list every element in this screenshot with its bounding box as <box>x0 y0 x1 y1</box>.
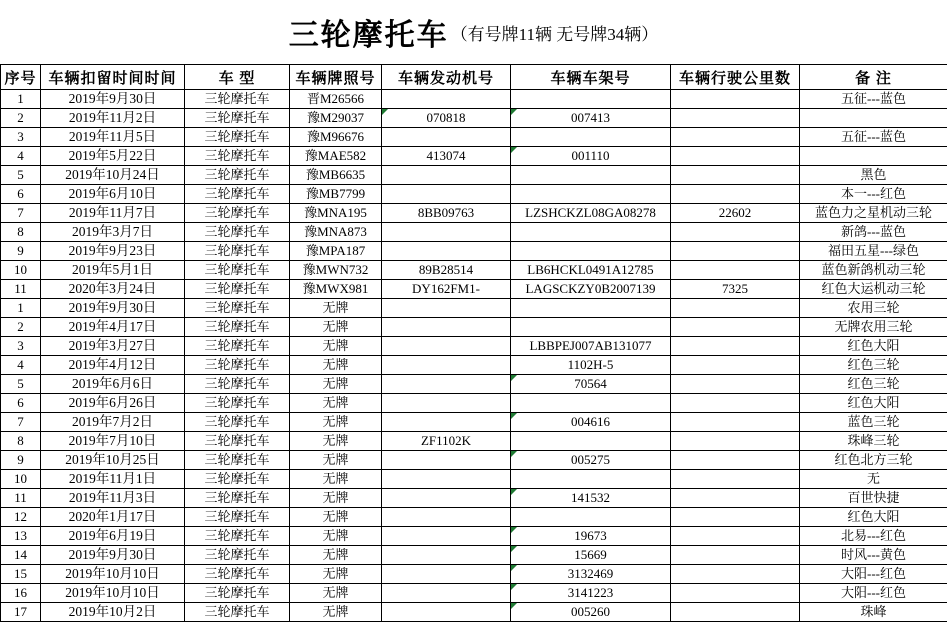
cell-vehicle-type: 三轮摩托车 <box>185 147 290 166</box>
cell-detain-date: 2019年7月10日 <box>41 432 185 451</box>
cell-mileage <box>671 470 800 489</box>
cell-detain-date: 2019年6月26日 <box>41 394 185 413</box>
cell-frame-number: 70564 <box>511 375 671 394</box>
number-stored-as-text-flag-icon <box>511 546 517 552</box>
cell-detain-date: 2019年5月1日 <box>41 261 185 280</box>
cell-vehicle-type: 三轮摩托车 <box>185 204 290 223</box>
number-stored-as-text-flag-icon <box>382 109 388 115</box>
cell-detain-date: 2019年11月3日 <box>41 489 185 508</box>
table-row <box>1 413 947 432</box>
cell-remark: 红色大阳 <box>800 337 947 356</box>
cell-frame-number <box>511 242 671 261</box>
cell-remark: 无牌农用三轮 <box>800 318 947 337</box>
table-row <box>1 489 947 508</box>
cell-engine-number: 8BB09763 <box>382 204 511 223</box>
cell-vehicle-type: 三轮摩托车 <box>185 337 290 356</box>
cell-engine-number <box>382 375 511 394</box>
cell-mileage <box>671 356 800 375</box>
cell-vehicle-type: 三轮摩托车 <box>185 394 290 413</box>
table-row <box>1 546 947 565</box>
cell-frame-number: 3132469 <box>511 565 671 584</box>
cell-frame-number: 004616 <box>511 413 671 432</box>
cell-vehicle-type: 三轮摩托车 <box>185 432 290 451</box>
cell-remark: 红色三轮 <box>800 375 947 394</box>
cell-detain-date: 2019年6月6日 <box>41 375 185 394</box>
table-row <box>1 375 947 394</box>
cell-engine-number: 413074 <box>382 147 511 166</box>
cell-plate-number: 无牌 <box>290 470 382 489</box>
cell-plate-number: 豫MWN732 <box>290 261 382 280</box>
cell-no: 3 <box>1 337 41 356</box>
cell-no: 5 <box>1 375 41 394</box>
cell-no: 7 <box>1 204 41 223</box>
cell-detain-date: 2019年7月2日 <box>41 413 185 432</box>
table-row <box>1 451 947 470</box>
cell-mileage <box>671 603 800 622</box>
cell-vehicle-type: 三轮摩托车 <box>185 546 290 565</box>
col-header-frame-number: 车辆车架号 <box>511 65 671 90</box>
number-stored-as-text-flag-icon <box>511 584 517 590</box>
table-row <box>1 185 947 204</box>
cell-frame-number <box>511 470 671 489</box>
table-row <box>1 527 947 546</box>
number-stored-as-text-flag-icon <box>511 375 517 381</box>
number-stored-as-text-flag-icon <box>511 451 517 457</box>
col-header-vehicle-type: 车 型 <box>185 65 290 90</box>
cell-frame-number <box>511 318 671 337</box>
cell-engine-number <box>382 223 511 242</box>
cell-detain-date: 2019年3月7日 <box>41 223 185 242</box>
col-header-remark: 备 注 <box>800 65 947 90</box>
cell-engine-number: 070818 <box>382 109 511 128</box>
table-row <box>1 204 947 223</box>
cell-no: 1 <box>1 299 41 318</box>
cell-vehicle-type: 三轮摩托车 <box>185 565 290 584</box>
cell-remark <box>800 109 947 128</box>
cell-engine-number: 89B28514 <box>382 261 511 280</box>
cell-vehicle-type: 三轮摩托车 <box>185 527 290 546</box>
cell-no: 11 <box>1 489 41 508</box>
cell-frame-number <box>511 185 671 204</box>
cell-plate-number: 无牌 <box>290 451 382 470</box>
cell-detain-date: 2019年4月12日 <box>41 356 185 375</box>
cell-plate-number: 豫M96676 <box>290 128 382 147</box>
cell-vehicle-type: 三轮摩托车 <box>185 489 290 508</box>
table-row <box>1 147 947 166</box>
cell-frame-number <box>511 223 671 242</box>
cell-mileage <box>671 527 800 546</box>
col-header-no: 序号 <box>1 65 41 90</box>
table-row <box>1 223 947 242</box>
cell-plate-number: 豫M29037 <box>290 109 382 128</box>
table-row <box>1 432 947 451</box>
cell-detain-date: 2019年11月7日 <box>41 204 185 223</box>
cell-plate-number: 无牌 <box>290 432 382 451</box>
cell-vehicle-type: 三轮摩托车 <box>185 508 290 527</box>
cell-plate-number: 豫MPA187 <box>290 242 382 261</box>
cell-no: 14 <box>1 546 41 565</box>
table-row <box>1 90 947 109</box>
cell-engine-number: ZF1102K <box>382 432 511 451</box>
cell-engine-number <box>382 128 511 147</box>
cell-vehicle-type: 三轮摩托车 <box>185 584 290 603</box>
cell-mileage <box>671 489 800 508</box>
cell-frame-number: 141532 <box>511 489 671 508</box>
cell-frame-number: 007413 <box>511 109 671 128</box>
cell-vehicle-type: 三轮摩托车 <box>185 318 290 337</box>
cell-frame-number: LBBPEJ007AB131077 <box>511 337 671 356</box>
cell-mileage: 7325 <box>671 280 800 299</box>
cell-engine-number: DY162FM1- <box>382 280 511 299</box>
cell-no: 8 <box>1 432 41 451</box>
number-stored-as-text-flag-icon <box>511 109 517 115</box>
cell-remark: 五征---蓝色 <box>800 90 947 109</box>
cell-engine-number <box>382 242 511 261</box>
cell-plate-number: 豫MNA195 <box>290 204 382 223</box>
cell-vehicle-type: 三轮摩托车 <box>185 299 290 318</box>
cell-no: 3 <box>1 128 41 147</box>
cell-plate-number: 无牌 <box>290 489 382 508</box>
cell-plate-number: 无牌 <box>290 413 382 432</box>
cell-engine-number <box>382 90 511 109</box>
cell-remark: 红色北方三轮 <box>800 451 947 470</box>
cell-no: 2 <box>1 318 41 337</box>
cell-frame-number <box>511 299 671 318</box>
cell-remark: 大阳---红色 <box>800 565 947 584</box>
cell-engine-number <box>382 166 511 185</box>
cell-engine-number <box>382 356 511 375</box>
cell-detain-date: 2019年6月19日 <box>41 527 185 546</box>
cell-no: 13 <box>1 527 41 546</box>
cell-plate-number: 无牌 <box>290 375 382 394</box>
cell-detain-date: 2019年10月25日 <box>41 451 185 470</box>
table-row <box>1 470 947 489</box>
table-row <box>1 166 947 185</box>
cell-plate-number: 无牌 <box>290 565 382 584</box>
cell-engine-number <box>382 489 511 508</box>
cell-plate-number: 无牌 <box>290 584 382 603</box>
cell-detain-date: 2019年11月1日 <box>41 470 185 489</box>
cell-no: 6 <box>1 394 41 413</box>
cell-plate-number: 无牌 <box>290 356 382 375</box>
cell-vehicle-type: 三轮摩托车 <box>185 375 290 394</box>
table-row <box>1 394 947 413</box>
cell-mileage <box>671 109 800 128</box>
cell-mileage <box>671 546 800 565</box>
cell-no: 8 <box>1 223 41 242</box>
cell-frame-number: 005260 <box>511 603 671 622</box>
vehicle-table <box>0 64 947 622</box>
cell-plate-number: 无牌 <box>290 337 382 356</box>
cell-detain-date: 2019年9月30日 <box>41 90 185 109</box>
cell-frame-number: LB6HCKL0491A12785 <box>511 261 671 280</box>
cell-frame-number <box>511 508 671 527</box>
cell-plate-number: 豫MNA873 <box>290 223 382 242</box>
cell-frame-number: 15669 <box>511 546 671 565</box>
cell-no: 10 <box>1 470 41 489</box>
cell-engine-number <box>382 565 511 584</box>
cell-frame-number <box>511 166 671 185</box>
cell-mileage <box>671 432 800 451</box>
title-subtitle: （有号牌11辆 无号牌34辆） <box>450 24 659 44</box>
cell-vehicle-type: 三轮摩托车 <box>185 185 290 204</box>
col-header-plate-number: 车辆牌照号 <box>290 65 382 90</box>
header-row <box>1 65 947 90</box>
cell-no: 5 <box>1 166 41 185</box>
cell-vehicle-type: 三轮摩托车 <box>185 280 290 299</box>
cell-engine-number <box>382 185 511 204</box>
cell-engine-number <box>382 584 511 603</box>
cell-remark: 北易---红色 <box>800 527 947 546</box>
number-stored-as-text-flag-icon <box>511 527 517 533</box>
cell-remark: 福田五星---绿色 <box>800 242 947 261</box>
cell-detain-date: 2019年9月30日 <box>41 546 185 565</box>
table-row <box>1 299 947 318</box>
col-header-engine-number: 车辆发动机号 <box>382 65 511 90</box>
cell-remark <box>800 147 947 166</box>
cell-vehicle-type: 三轮摩托车 <box>185 413 290 432</box>
cell-plate-number: 豫MAE582 <box>290 147 382 166</box>
cell-engine-number <box>382 337 511 356</box>
table-row <box>1 508 947 527</box>
cell-frame-number <box>511 432 671 451</box>
number-stored-as-text-flag-icon <box>511 565 517 571</box>
cell-detain-date: 2020年1月17日 <box>41 508 185 527</box>
cell-vehicle-type: 三轮摩托车 <box>185 109 290 128</box>
cell-mileage <box>671 584 800 603</box>
cell-engine-number <box>382 451 511 470</box>
cell-engine-number <box>382 508 511 527</box>
cell-detain-date: 2019年4月17日 <box>41 318 185 337</box>
cell-frame-number <box>511 90 671 109</box>
cell-engine-number <box>382 318 511 337</box>
table-row <box>1 318 947 337</box>
cell-vehicle-type: 三轮摩托车 <box>185 242 290 261</box>
table-row <box>1 584 947 603</box>
cell-vehicle-type: 三轮摩托车 <box>185 261 290 280</box>
cell-vehicle-type: 三轮摩托车 <box>185 470 290 489</box>
table-row <box>1 109 947 128</box>
cell-engine-number <box>382 470 511 489</box>
cell-engine-number <box>382 394 511 413</box>
cell-plate-number: 无牌 <box>290 527 382 546</box>
cell-remark: 大阳---红色 <box>800 584 947 603</box>
cell-frame-number: LAGSCKZY0B2007139 <box>511 280 671 299</box>
number-stored-as-text-flag-icon <box>511 489 517 495</box>
cell-remark: 蓝色三轮 <box>800 413 947 432</box>
cell-engine-number <box>382 413 511 432</box>
cell-no: 11 <box>1 280 41 299</box>
cell-remark: 蓝色新鸽机动三轮 <box>800 261 947 280</box>
cell-vehicle-type: 三轮摩托车 <box>185 90 290 109</box>
cell-frame-number: 19673 <box>511 527 671 546</box>
cell-frame-number: LZSHCKZL08GA08278 <box>511 204 671 223</box>
table-row <box>1 603 947 622</box>
cell-remark: 农用三轮 <box>800 299 947 318</box>
cell-plate-number: 无牌 <box>290 546 382 565</box>
cell-mileage <box>671 261 800 280</box>
cell-mileage <box>671 375 800 394</box>
cell-plate-number: 豫MB6635 <box>290 166 382 185</box>
number-stored-as-text-flag-icon <box>511 603 517 609</box>
cell-remark: 新鸽---蓝色 <box>800 223 947 242</box>
cell-detain-date: 2019年6月10日 <box>41 185 185 204</box>
cell-engine-number <box>382 299 511 318</box>
cell-remark: 红色大阳 <box>800 508 947 527</box>
cell-vehicle-type: 三轮摩托车 <box>185 128 290 147</box>
cell-remark: 黑色 <box>800 166 947 185</box>
cell-frame-number <box>511 128 671 147</box>
cell-remark: 时风---黄色 <box>800 546 947 565</box>
number-stored-as-text-flag-icon <box>511 147 517 153</box>
cell-remark: 无 <box>800 470 947 489</box>
cell-plate-number: 无牌 <box>290 603 382 622</box>
cell-frame-number: 3141223 <box>511 584 671 603</box>
table-row <box>1 128 947 147</box>
table-row <box>1 565 947 584</box>
cell-remark: 珠峰三轮 <box>800 432 947 451</box>
cell-mileage <box>671 451 800 470</box>
cell-detain-date: 2019年11月2日 <box>41 109 185 128</box>
cell-mileage <box>671 565 800 584</box>
cell-frame-number: 005275 <box>511 451 671 470</box>
cell-mileage <box>671 166 800 185</box>
cell-remark: 红色三轮 <box>800 356 947 375</box>
cell-mileage <box>671 413 800 432</box>
cell-no: 15 <box>1 565 41 584</box>
col-header-detain-date: 车辆扣留时间时间 <box>41 65 185 90</box>
cell-detain-date: 2019年10月24日 <box>41 166 185 185</box>
cell-detain-date: 2019年10月2日 <box>41 603 185 622</box>
cell-mileage <box>671 90 800 109</box>
cell-no: 2 <box>1 109 41 128</box>
cell-engine-number <box>382 603 511 622</box>
table-row <box>1 280 947 299</box>
cell-mileage <box>671 318 800 337</box>
cell-no: 17 <box>1 603 41 622</box>
table-row <box>1 261 947 280</box>
cell-mileage <box>671 223 800 242</box>
cell-frame-number: 1102H-5 <box>511 356 671 375</box>
cell-no: 9 <box>1 242 41 261</box>
cell-mileage <box>671 147 800 166</box>
cell-no: 6 <box>1 185 41 204</box>
cell-vehicle-type: 三轮摩托车 <box>185 603 290 622</box>
cell-no: 4 <box>1 356 41 375</box>
cell-detain-date: 2019年9月30日 <box>41 299 185 318</box>
cell-no: 1 <box>1 90 41 109</box>
cell-mileage <box>671 242 800 261</box>
cell-vehicle-type: 三轮摩托车 <box>185 223 290 242</box>
cell-remark: 百世快捷 <box>800 489 947 508</box>
number-stored-as-text-flag-icon <box>511 413 517 419</box>
cell-plate-number: 无牌 <box>290 299 382 318</box>
cell-plate-number: 豫MB7799 <box>290 185 382 204</box>
cell-detain-date: 2019年11月5日 <box>41 128 185 147</box>
cell-mileage <box>671 128 800 147</box>
cell-remark: 本一---红色 <box>800 185 947 204</box>
cell-vehicle-type: 三轮摩托车 <box>185 166 290 185</box>
cell-frame-number: 001110 <box>511 147 671 166</box>
cell-remark: 珠峰 <box>800 603 947 622</box>
cell-detain-date: 2020年3月24日 <box>41 280 185 299</box>
cell-detain-date: 2019年10月10日 <box>41 584 185 603</box>
cell-plate-number: 无牌 <box>290 508 382 527</box>
cell-vehicle-type: 三轮摩托车 <box>185 451 290 470</box>
cell-no: 9 <box>1 451 41 470</box>
cell-mileage: 22602 <box>671 204 800 223</box>
cell-vehicle-type: 三轮摩托车 <box>185 356 290 375</box>
cell-engine-number <box>382 546 511 565</box>
table-row <box>1 242 947 261</box>
cell-engine-number <box>382 527 511 546</box>
cell-plate-number: 晋M26566 <box>290 90 382 109</box>
cell-detain-date: 2019年3月27日 <box>41 337 185 356</box>
cell-remark: 五征---蓝色 <box>800 128 947 147</box>
cell-mileage <box>671 394 800 413</box>
page-title <box>0 0 947 64</box>
cell-plate-number: 无牌 <box>290 318 382 337</box>
cell-no: 16 <box>1 584 41 603</box>
cell-remark: 蓝色力之星机动三轮 <box>800 204 947 223</box>
col-header-mileage: 车辆行驶公里数 <box>671 65 800 90</box>
cell-no: 12 <box>1 508 41 527</box>
cell-mileage <box>671 299 800 318</box>
cell-plate-number: 无牌 <box>290 394 382 413</box>
cell-detain-date: 2019年9月23日 <box>41 242 185 261</box>
cell-plate-number: 豫MWX981 <box>290 280 382 299</box>
cell-mileage <box>671 337 800 356</box>
cell-frame-number <box>511 394 671 413</box>
table-row <box>1 337 947 356</box>
cell-remark: 红色大运机动三轮 <box>800 280 947 299</box>
cell-no: 7 <box>1 413 41 432</box>
cell-remark: 红色大阳 <box>800 394 947 413</box>
cell-mileage <box>671 508 800 527</box>
cell-detain-date: 2019年10月10日 <box>41 565 185 584</box>
cell-no: 4 <box>1 147 41 166</box>
cell-mileage <box>671 185 800 204</box>
cell-detain-date: 2019年5月22日 <box>41 147 185 166</box>
table-row <box>1 356 947 375</box>
cell-no: 10 <box>1 261 41 280</box>
title-main: 三轮摩托车 <box>288 19 449 52</box>
table-body <box>1 90 947 622</box>
